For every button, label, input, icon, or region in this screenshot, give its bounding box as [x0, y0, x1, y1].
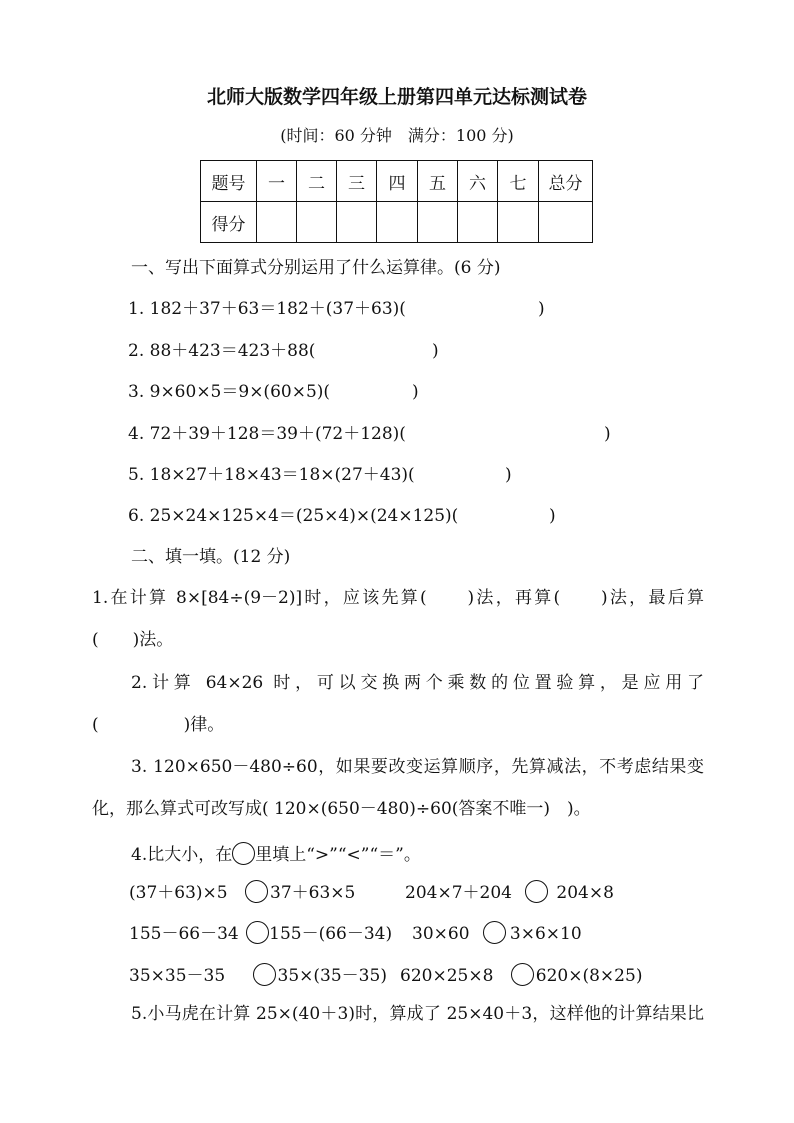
question-2-4-text: 4.比大小，在 — [131, 845, 233, 865]
compare-item — [412, 923, 582, 946]
score-table-header-row — [201, 161, 593, 202]
answer-blank-close: ) — [604, 424, 611, 444]
compare-circle-icon[interactable] — [483, 921, 506, 944]
score-table — [200, 160, 593, 243]
question-1-5: 5. 18×27＋18×43＝18×(27＋43)( — [128, 465, 415, 485]
compare-circle-icon[interactable] — [253, 963, 276, 986]
question-1-1: 1. 182＋37＋63＝182＋(37＋63)( — [128, 299, 406, 319]
score-input-cell[interactable] — [377, 202, 418, 243]
question-2-5: 5.小马虎在计算 25×(40＋3)时，算成了 25×40＋3，这样他的计算结果比 — [131, 1004, 704, 1024]
compare-item — [129, 882, 355, 905]
question-2-2: 2.计算 64×26 时，可以交换两个乘数的位置验算，是应用了 — [131, 673, 704, 693]
compare-right: 155－(66－34) — [269, 924, 393, 944]
table-cell: 六 — [458, 161, 498, 202]
compare-circle-icon[interactable] — [511, 963, 534, 986]
score-input-cell[interactable] — [539, 202, 593, 243]
compare-item — [129, 965, 387, 988]
table-cell: 七 — [498, 161, 539, 202]
compare-left: (37＋63)×5 — [129, 883, 228, 903]
score-input-cell[interactable] — [337, 202, 377, 243]
compare-right: 35×(35－35) — [277, 966, 387, 986]
score-input-cell[interactable] — [297, 202, 337, 243]
page-title: 北师大版数学四年级上册第四单元达标测试卷 — [206, 86, 587, 108]
section1-heading: 一、写出下面算式分别运用了什么运算律。(6 分) — [131, 258, 501, 278]
table-cell: 二 — [297, 161, 337, 202]
question-2-1: 1.在计算 8×[84÷(9－2)]时，应该先算( )法，再算( )法，最后算 — [92, 588, 704, 608]
compare-item — [129, 923, 392, 946]
compare-left: 30×60 — [412, 924, 470, 944]
score-input-cell[interactable] — [458, 202, 498, 243]
table-cell: 题号 — [201, 161, 257, 202]
compare-right: 204×8 — [556, 883, 614, 903]
question-1-2: 2. 88＋423＝423＋88( — [128, 341, 316, 361]
table-cell: 四 — [377, 161, 418, 202]
score-table-score-row — [201, 202, 593, 243]
table-cell: 得分 — [201, 202, 257, 243]
question-1-4: 4. 72＋39＋128＝39＋(72＋128)( — [128, 424, 406, 444]
answer-blank-close: ) — [412, 382, 419, 402]
compare-circle-icon[interactable] — [246, 921, 269, 944]
compare-item — [405, 882, 614, 905]
question-1-3: 3. 9×60×5＝9×(60×5)( — [128, 382, 331, 402]
compare-left: 620×25×8 — [400, 966, 494, 986]
answer-blank-close: ) — [505, 465, 512, 485]
compare-right: 37＋63×5 — [270, 883, 356, 903]
question-2-2-cont: ( )律。 — [92, 715, 225, 735]
question-2-3-cont: 化，那么算式可改写成( 120×(650－480)÷60(答案不唯一) )。 — [92, 799, 591, 819]
question-2-3: 3. 120×650－480÷60，如果要改变运算顺序，先算减法，不考虑结果变 — [131, 757, 704, 777]
score-input-cell[interactable] — [257, 202, 297, 243]
table-cell: 一 — [257, 161, 297, 202]
compare-left: 155－66－34 — [129, 924, 239, 944]
answer-blank-close: ) — [432, 341, 439, 361]
table-cell: 总分 — [539, 161, 593, 202]
compare-item — [400, 965, 642, 988]
section2-heading: 二、填一填。(12 分) — [131, 547, 291, 567]
question-2-1-cont: ( )法。 — [92, 630, 174, 650]
score-input-cell[interactable] — [498, 202, 539, 243]
table-cell: 三 — [337, 161, 377, 202]
question-2-4-text: 里填上“>”“<”“＝”。 — [255, 845, 421, 865]
question-2-4 — [131, 844, 421, 867]
compare-right: 620×(8×25) — [535, 966, 643, 986]
compare-circle-icon[interactable] — [245, 880, 268, 903]
compare-circle-icon — [232, 842, 255, 865]
compare-left: 204×7＋204 — [405, 883, 512, 903]
question-1-6: 6. 25×24×125×4＝(25×4)×(24×125)( — [128, 506, 459, 526]
exam-info: (时间：60 分钟 满分：100 分) — [280, 126, 514, 145]
compare-left: 35×35－35 — [129, 966, 226, 986]
answer-blank-close: ) — [549, 506, 556, 526]
compare-circle-icon[interactable] — [525, 880, 548, 903]
compare-right: 3×6×10 — [509, 924, 582, 944]
table-cell: 五 — [418, 161, 458, 202]
answer-blank-close: ) — [538, 299, 545, 319]
score-input-cell[interactable] — [418, 202, 458, 243]
